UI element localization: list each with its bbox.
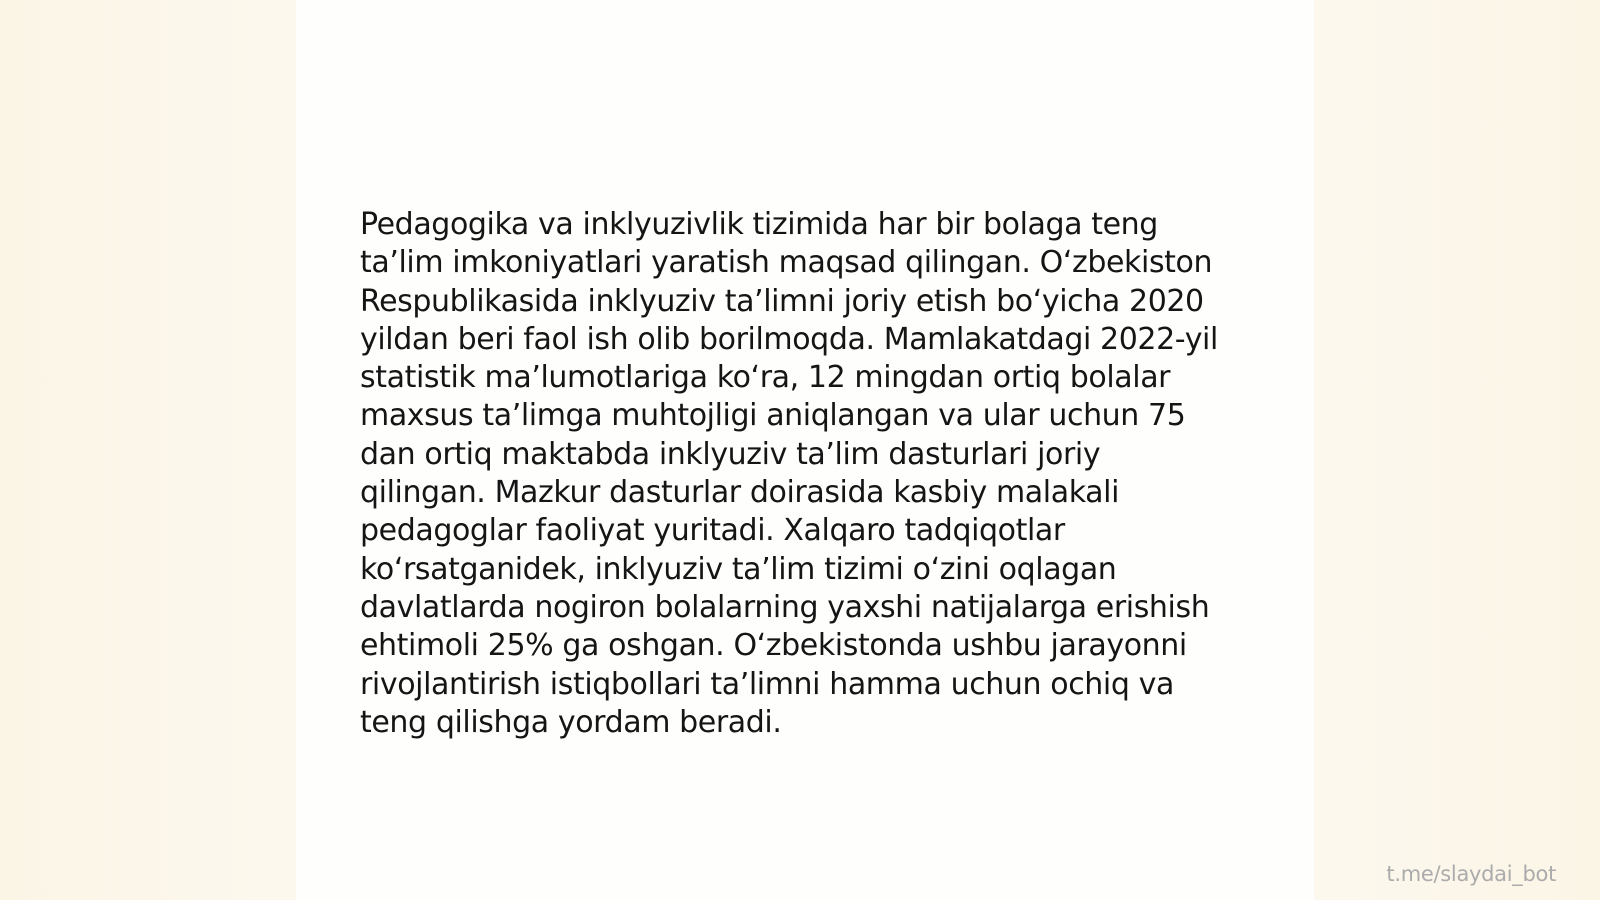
body-line: Pedagogika va inklyuzivlik tizimida har bir bolaga teng	[360, 207, 1158, 242]
watermark-link: t.me/slaydai_bot	[1386, 862, 1556, 886]
body-paragraph	[360, 206, 1250, 742]
body-line: yildan beri faol ish olib borilmoqda. Mamlakatdagi 2022-yil	[360, 321, 1218, 357]
body-line: Respublikasida inklyuziv ta’limni joriy etish bo‘yicha 2020	[360, 283, 1204, 319]
body-line: maxsus ta’limga muhtojligi aniqlangan va ular uchun 75	[360, 398, 1186, 434]
body-line: davlatlarda nogiron bolalarning yaxshi natijalarga erishish	[360, 589, 1210, 625]
body-line: ta’lim imkoniyatlari yaratish maqsad qilingan. O‘zbekiston	[360, 245, 1213, 281]
body-line: rivojlantirish istiqbollari ta’limni hamma uchun ochiq va	[360, 666, 1174, 702]
body-line: pedagoglar faoliyat yuritadi. Xalqaro tadqiqotlar	[360, 513, 1065, 549]
body-line: qilingan. Mazkur dasturlar doirasida kasbiy malakali	[360, 475, 1120, 511]
body-line: ko‘rsatganidek, inklyuziv ta’lim tizimi o‘zini oqlagan	[360, 551, 1117, 587]
body-line: dan ortiq maktabda inklyuziv ta’lim dasturlari joriy	[360, 436, 1101, 472]
left-background-band	[0, 0, 296, 900]
right-background-band	[1314, 0, 1600, 900]
body-line: teng qilishga yordam beradi.	[360, 704, 782, 740]
body-line: statistik ma’lumotlariga ko‘ra, 12 mingdan ortiq bolalar	[360, 360, 1171, 396]
body-line: ehtimoli 25% ga oshgan. O‘zbekistonda ushbu jarayonni	[360, 628, 1187, 664]
